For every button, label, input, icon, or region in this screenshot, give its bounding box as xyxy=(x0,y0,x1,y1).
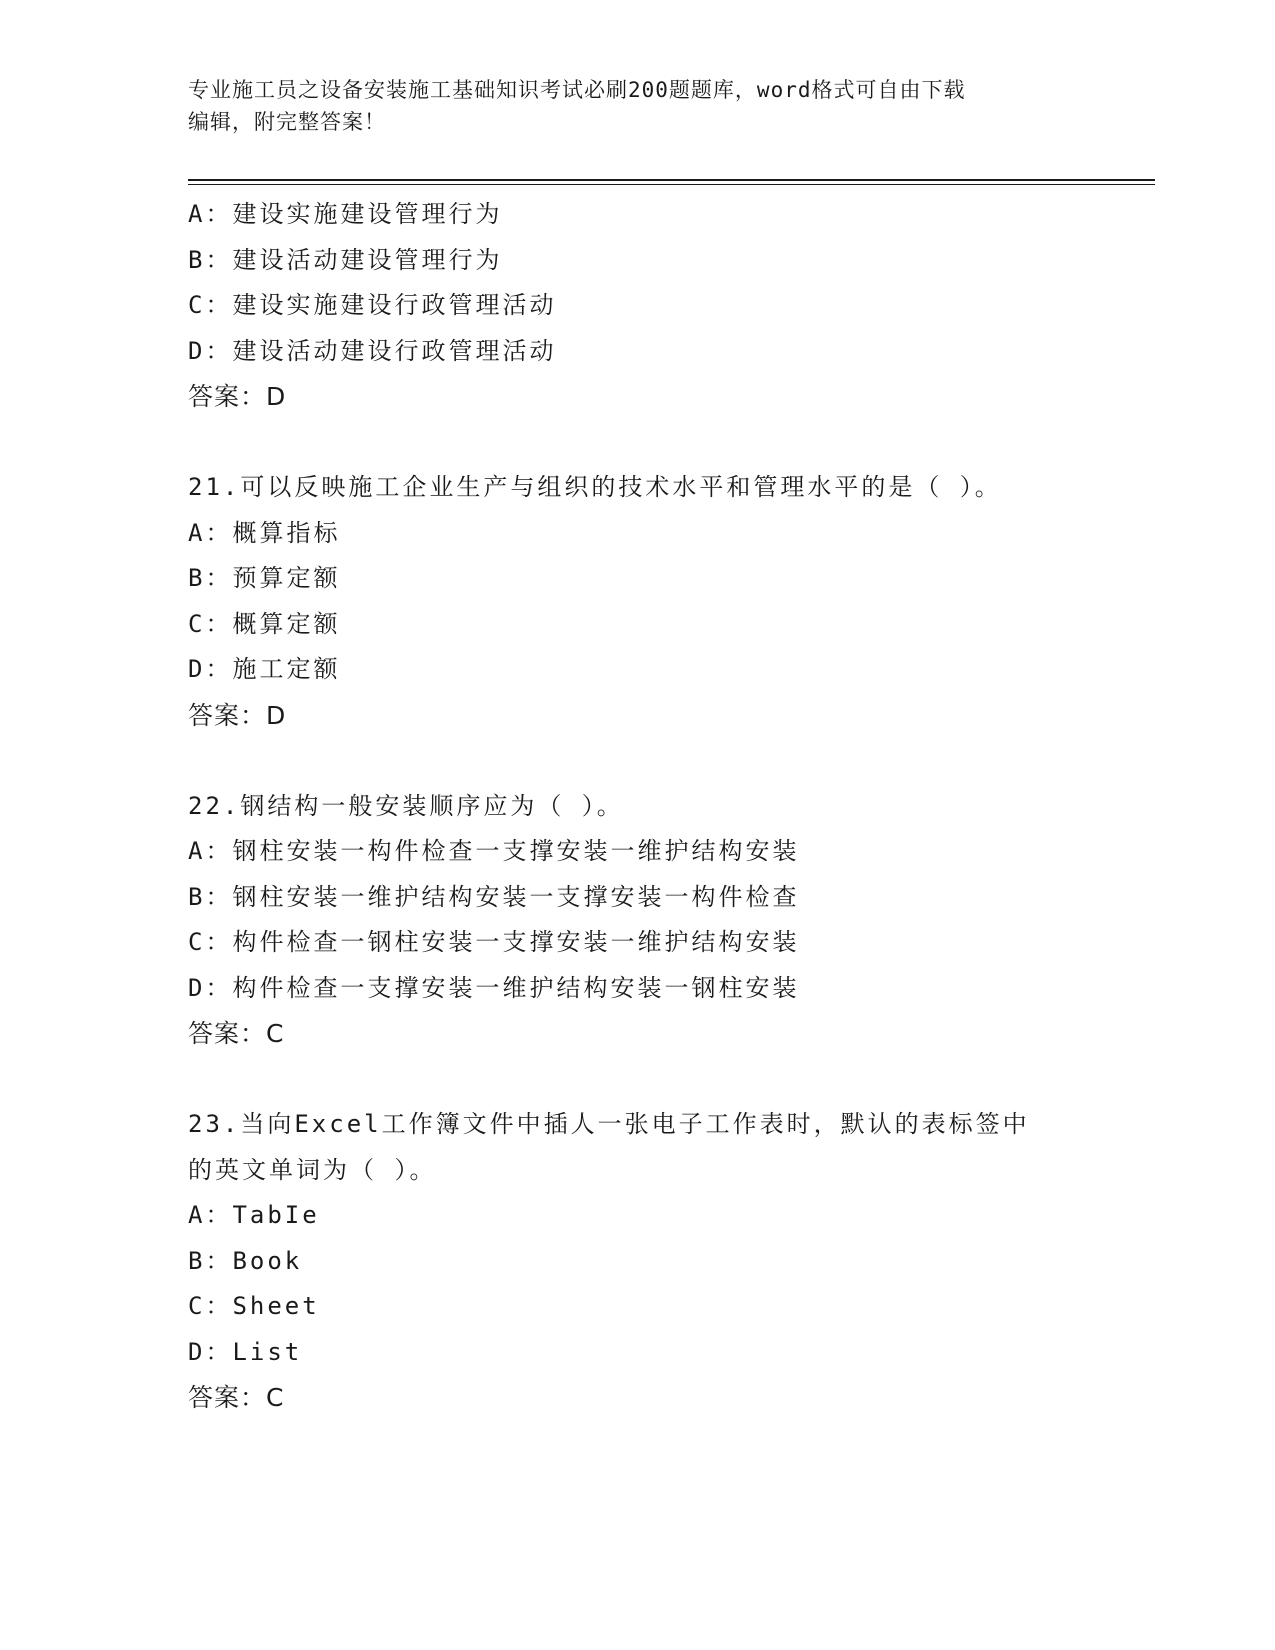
question-block-previous xyxy=(188,192,1088,420)
option-a: A：概算指标 xyxy=(188,518,341,547)
question-stem: 21.可以反映施工企业生产与组织的技术水平和管理水平的是（ ）。 xyxy=(188,473,1002,501)
header-divider-thin xyxy=(188,184,1155,185)
option-c: C：Sheet xyxy=(188,1292,320,1320)
option-d: D：建设活动建设行政管理活动 xyxy=(188,336,557,365)
header-divider-thick xyxy=(188,179,1155,181)
question-spacer xyxy=(188,738,1088,784)
option-d: D：List xyxy=(188,1337,303,1366)
question-stem-line-1: 23.当向Excel工作簿文件中插人一张电子工作表时，默认的表标签中 xyxy=(188,1110,1030,1138)
option-b: B：钢柱安装一维护结构安装一支撑安装一构件检查 xyxy=(188,882,800,911)
answer-line: 答案：C xyxy=(188,1383,285,1412)
option-b: B：建设活动建设管理行为 xyxy=(188,245,503,274)
header-title-line-1: 专业施工员之设备安装施工基础知识考试必刷200题题库，word格式可自由下载 xyxy=(188,78,966,102)
option-a: A：TabIe xyxy=(188,1201,320,1229)
option-c: C：概算定额 xyxy=(188,609,341,638)
question-stem: 22.钢结构一般安装顺序应为（ ）。 xyxy=(188,791,624,820)
question-spacer xyxy=(188,420,1088,466)
question-spacer xyxy=(188,1057,1088,1103)
question-block-21 xyxy=(188,465,1088,738)
answer-line: 答案：C xyxy=(188,1019,285,1048)
option-a: A：建设实施建设管理行为 xyxy=(188,200,503,228)
option-b: B：预算定额 xyxy=(188,564,341,592)
option-d: D：构件检查一支撑安装一维护结构安装一钢柱安装 xyxy=(188,973,800,1002)
question-stem-line-2: 的英文单词为（ ）。 xyxy=(188,1155,437,1184)
option-d: D：施工定额 xyxy=(188,655,341,683)
answer-line: 答案：D xyxy=(188,700,287,730)
option-a: A：钢柱安装一构件检查一支撑安装一维护结构安装 xyxy=(188,837,800,865)
answer-line: 答案：D xyxy=(188,382,287,411)
header-title-line-2: 编辑，附完整答案！ xyxy=(188,110,386,134)
option-c: C：建设实施建设行政管理活动 xyxy=(188,291,557,319)
question-block-22 xyxy=(188,784,1088,1057)
question-block-23 xyxy=(188,1102,1088,1421)
option-b: B：Book xyxy=(188,1246,303,1275)
question-list xyxy=(188,192,1088,1421)
document-header xyxy=(188,74,1088,138)
option-c: C：构件检查一钢柱安装一支撑安装一维护结构安装 xyxy=(188,928,800,956)
